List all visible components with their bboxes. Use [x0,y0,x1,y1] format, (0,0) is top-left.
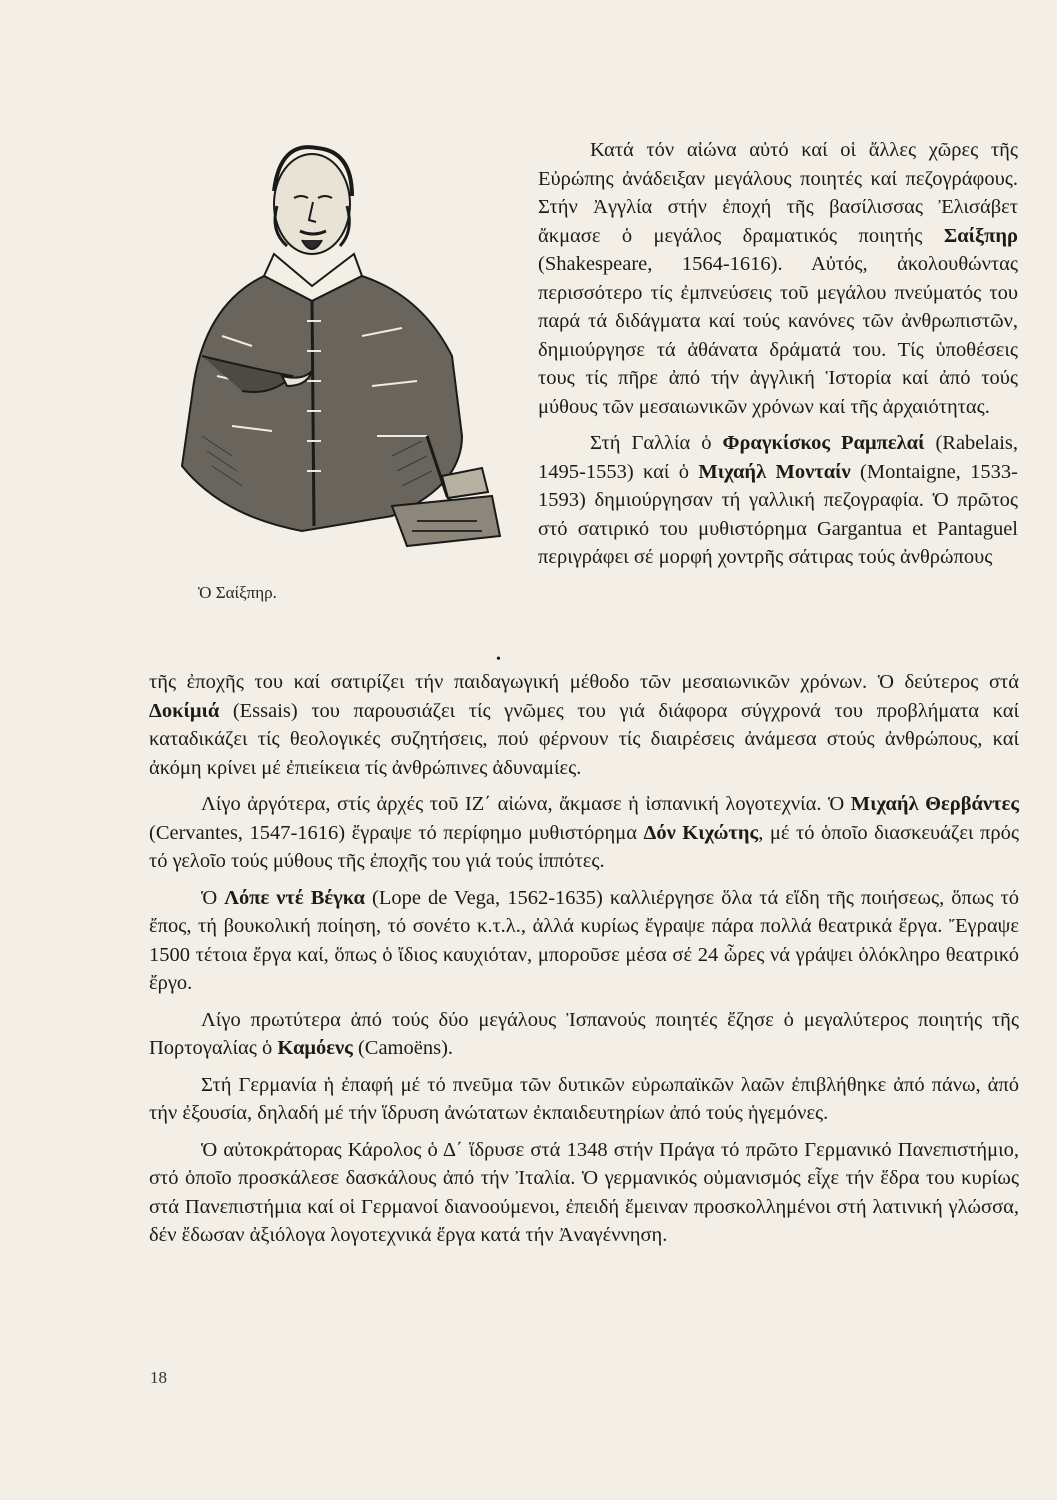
text-run: (Rabelais, 1495-1553) καί ὁ [538,432,1018,483]
text-run: (Shakespeare, 1564-1616). Αὐτός, ἀκολουθώντας περισσότερο τίς ἐμπνεύσεις τοῦ μεγάλου πνεύματός του παρά τά διδάγματα καί τούς κανόνες τῶν ἀνθρωπιστῶν, δημιούργησε τά ἀθάνατα δράματά του. Τίς ὑποθέσεις τους τίς πῆρε ἀπό τήν ἀγγλική Ἱστορία καί ἀπό τούς μύθους τῶν μεσαιωνικῶν χρόνων καί τῆς ἀρχαιότητας. [538,253,1018,418]
right-column-text [538,136,1018,572]
paragraph [149,1071,1019,1128]
text-run: (Essais) του παρουσιάζει τίς γνῶμες του γιά διάφορα σύγχρονά του προβλήματα καί καταδικάζει τίς θεολογικές συζητήσεις, πού φέρνουν τίς διαιρέσεις ἀνάμεσα στούς ἀνθρώπους, καί ἀκόμη κρίνει μέ ἐπιείκεια τίς ἀνθρώπινες ἀδυναμίες. [149,699,1019,779]
text-run: Λίγο πρωτύτερα ἀπό τούς δύο μεγάλους Ἰσπανούς ποιητές ἔζησε ὁ μεγαλύτερος ποιητής τῆς Πορτογαλίας ὁ [149,1008,1019,1059]
text-run: Στή Γερμανία ἡ ἐπαφή μέ τό πνεῦμα τῶν δυτικῶν εὐρωπαϊκῶν λαῶν ἐπιβλήθηκε ἀπό πάνω, ἀπό τήν ἐξουσία, δηλαδή μέ τήν ἵδρυση ἀνώτατων ἐκπαιδευτηρίων ἀπό τούς ἡγεμόνες. [149,1073,1019,1124]
paragraph [149,1006,1019,1063]
bold-name: Λόπε ντέ Βέγκα [224,886,365,909]
bold-name: Δοκίμιά [149,699,220,722]
paragraph [149,884,1019,998]
text-run: Λίγο ἀργότερα, στίς ἀρχές τοῦ ΙΖ΄ αἰώνα, ἄκμασε ἡ ἰσπανική λογοτεχνία. Ὁ [201,793,851,815]
text-run: (Montaigne, 1533-1593) δημιούργησαν τή γαλλική πεζογραφία. Ὁ πρῶτος στό σατιρικό του μυθιστόρημα Gargantua et Pantaguel περιγράφει σέ μορφή χοντρῆς σάτιρας τούς ἀνθρώπους [538,460,1018,568]
paragraph [538,136,1018,421]
text-run: Στή Γαλλία ὁ [590,432,723,454]
shakespeare-portrait [162,136,502,576]
text-run: (Lope de Vega, 1562-1635) καλλιέργησε ὅλα τά εἴδη τῆς ποιήσεως, ὅπως τό ἔπος, τή βουκολική ποίηση, τό σονέτο κ.τ.λ., ἀλλά κυρίως ἔγραψε πάρα πολλά θεατρικά ἔργα. Ἔγραψε 1500 τέτοια ἔργα καί, ὅπως ὁ ἴδιος καυχιόταν, μποροῦσε μέσα σέ 24 ὧρες νά γράψει ὁλόκληρο θεατρικό ἔργο. [149,886,1020,994]
text-run: τῆς ἐποχῆς του καί σατιρίζει τήν παιδαγωγική μέθοδο τῶν μεσαιωνικῶν χρόνων. Ὁ δεύτερος στά [149,671,1019,693]
paragraph [149,790,1019,876]
bold-name: Μιχαήλ Μονταίν [698,460,851,483]
text-run: (Camoëns). [352,1037,454,1059]
bold-name: Φραγκίσκος Ραμπελαί [722,432,925,454]
text-run: , μέ τό ὁποῖο διασκευάζει πρός τό γελοῖο τούς μύθους τῆς ἐποχῆς του γιά τούς ἱππότες. [149,821,1019,872]
text-run: Ὁ αὐτοκράτορας Κάρολος ὁ Δ΄ ἵδρυσε στά 1348 στήν Πράγα τό πρῶτο Γερμανικό Πανεπιστήμιο, στό ὁποῖο προσκάλεσε δασκάλους ἀπό τήν Ἰταλία. Ὁ γερμανικός οὐμανισμός εἶχε τήν ἕδρα του κυρίως στά Πανεπιστήμια καί οἱ Γερμανοί διανοούμενοι, ἐπειδή ἔμειναν προσκολλημένοι στή λατινική γλώσσα, δέν ἔδωσαν ἀξιόλογα λογοτεχνικά ἔργα κατά τήν Ἀναγέννηση. [149,1138,1019,1246]
paragraph [149,1136,1019,1250]
paragraph [538,429,1018,572]
paragraph [149,668,1019,782]
bold-name: Σαίξπηρ [943,224,1018,247]
text-run: Κατά τόν αἰώνα αὐτό καί οἱ ἄλλες χῶρες τῆς Εὐρώπης ἀνάδειξαν μεγάλους ποιητές καί πεζογράφους. Στήν Ἀγγλία στήν ἐποχή τῆς βασίλισσας Ἐλισάβετ ἄκμασε ὁ μεγάλος δραματικός ποιητής [538,139,1018,247]
text-run: (Cervantes, 1547-1616) ἔγραψε τό περίφημο μυθιστόρημα [149,821,644,844]
bold-name: Καμόενς [277,1037,353,1059]
full-width-text [149,668,1019,1250]
page-number: 18 [150,1368,167,1387]
portrait-caption: Ὁ Σαίξπηρ. [198,583,277,602]
bold-name: Δόν Κιχώτης [643,821,759,844]
text-run: Ὁ [201,886,225,909]
margin-dot: • [496,652,501,667]
bold-name: Μιχαήλ Θερβάντες [850,793,1020,815]
